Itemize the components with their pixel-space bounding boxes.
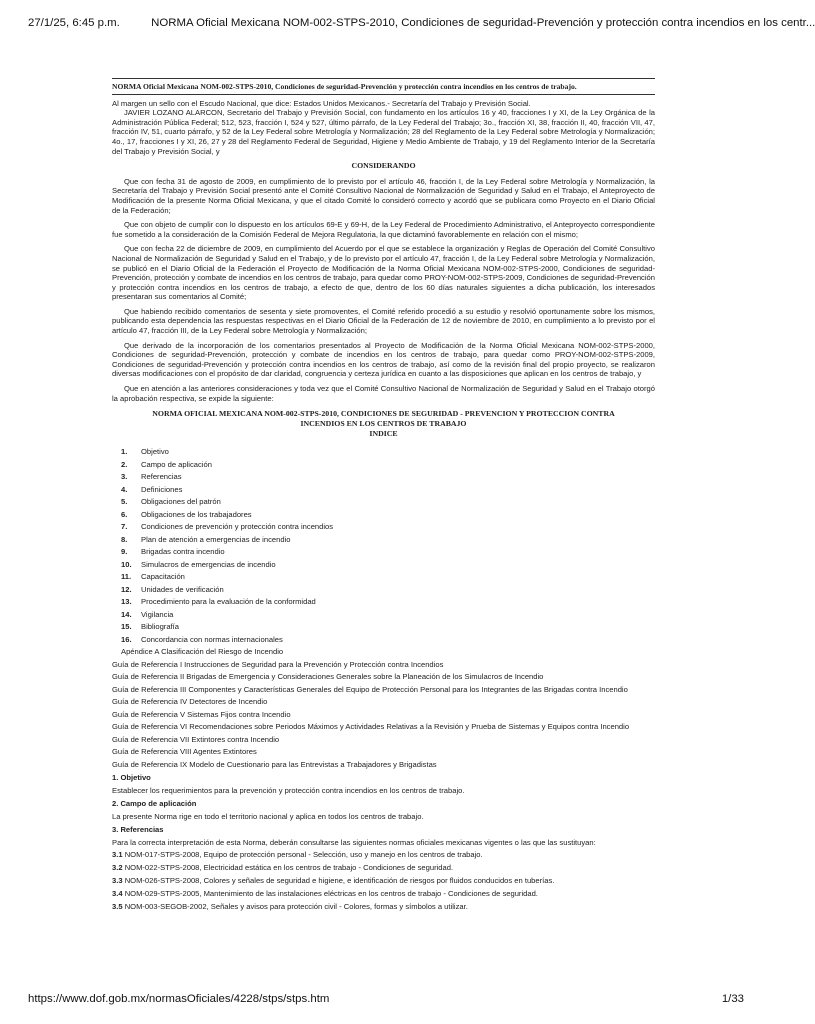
guide-entry: Guía de Referencia I Instrucciones de Seguridad para la Prevención y Protección contra Incendios <box>112 659 444 669</box>
reference-id: 3.4 <box>112 889 123 898</box>
toc-item <box>112 560 655 573</box>
toc-number: 9. <box>121 547 128 556</box>
guide-entry: Guía de Referencia VIII Agentes Extintores <box>112 747 257 756</box>
toc-label: Campo de aplicación <box>141 459 212 469</box>
toc-number: 12. <box>121 584 132 594</box>
toc-label: Bibliografía <box>141 622 179 631</box>
toc-item <box>112 447 655 460</box>
document-heading: NORMA Oficial Mexicana NOM-002-STPS-2010, Condiciones de seguridad-Prevención y protección contra incendios en los centros de trabajo. <box>112 78 655 95</box>
toc-item <box>112 460 655 473</box>
print-header <box>28 17 815 29</box>
preamble-paragraph: JAVIER LOZANO ALARCON, Secretario del Trabajo y Previsión Social, con fundamento en los artículos 16 y 40, fracciones I y XI, de la Ley Orgánica de la Administración Pública Federal; 512, 523, fracción I, 524 y 527, último párrafo, de la Ley Federal del Trabajo; 3o., fracción XI, 38, fracción II, 40, fracción VII, 47, fracción IV, 51, cuarto párrafo, y 52 de la Ley Federal sobre Metrología y Normalización; 28 del Reglamento de la Ley Federal sobre Metrología y Normalización; 4o., 17, fracciones I y XI, 26, 27 y 28 del Reglamento Federal de Seguridad, Higiene y Medio Ambiente de Trabajo, y 19 del Reglamento Interior de la Secretaría del Trabajo y Previsión Social, y <box>112 108 655 156</box>
toc-item <box>112 497 655 510</box>
toc-item <box>112 485 655 498</box>
print-datetime: 27/1/25, 6:45 p.m. <box>28 17 120 29</box>
guide-entry: Guía de Referencia VII Extintores contra Incendio <box>112 734 280 744</box>
toc-label: Simulacros de emergencias de incendio <box>141 559 276 569</box>
guide-entry: Guía de Referencia III Componentes y Características Generales del Equipo de Protección Personal para los Integrantes de las Brigadas contra Incendio <box>112 684 628 694</box>
toc-item <box>112 547 655 560</box>
reference-item <box>112 876 655 889</box>
toc-number: 4. <box>121 484 128 494</box>
reference-text: NOM-003-SEGOB-2002, Señales y avisos para protección civil - Colores, formas y símbolos a utilizar. <box>124 902 468 911</box>
toc-item <box>112 522 655 535</box>
toc-item <box>112 622 655 635</box>
toc-number: 3. <box>121 472 128 481</box>
reference-text: NOM-026-STPS-2008, Colores y señales de seguridad e higiene, e identificación de riesgos por fluidos conducidos en tuberías. <box>124 876 555 885</box>
toc-label: Obligaciones de los trabajadores <box>141 509 252 519</box>
print-footer <box>28 993 744 1005</box>
toc-label: Vigilancia <box>141 609 174 619</box>
norm-title: NORMA OFICIAL MEXICANA NOM-002-STPS-2010, CONDICIONES DE SEGURIDAD - PREVENCION Y PROTECCION CONTRA INCENDIOS EN LOS CENTROS DE TRABAJO <box>152 409 615 428</box>
toc-label: Capacitación <box>141 572 185 581</box>
toc-number: 2. <box>121 459 128 469</box>
print-url[interactable]: https://www.dof.gob.mx/normasOficiales/4228/stps/stps.htm <box>28 993 330 1005</box>
section-title-referencias: 3. Referencias <box>112 825 164 834</box>
guide-entry: Guía de Referencia VI Recomendaciones sobre Periodos Máximos y Actividades Relativas a la Revisión y Prueba de Sistemas y Equipos contra Incendio <box>112 722 630 731</box>
reference-id: 3.3 <box>112 876 123 885</box>
section-text-referencias: Para la correcta interpretación de esta Norma, deberán consultarse las siguientes normas oficiales mexicanas vigentes o las que las sustituyan: <box>112 837 596 847</box>
considerando-paragraph: Que con objeto de cumplir con lo dispuesto en los artículos 69-E y 69-H, de la Ley Federal de Procedimiento Administrativo, el Anteproyecto correspondiente fue sometido a la consideración de la Comisión Federal de Mejora Regulatoria, la que dictaminó favorablemente en relación con el mismo; <box>112 220 655 239</box>
section-text-campo: La presente Norma rige en todo el territorio nacional y aplica en todos los centros de trabajo. <box>112 811 424 821</box>
toc-label: Procedimiento para la evaluación de la conformidad <box>141 597 316 606</box>
toc-number: 10. <box>121 559 132 569</box>
toc-item <box>112 635 655 648</box>
toc-label: Concordancia con normas internacionales <box>141 634 283 644</box>
print-document-title: NORMA Oficial Mexicana NOM-002-STPS-2010, Condiciones de seguridad-Prevención y protección contra incendios en los centr... <box>151 17 815 29</box>
reference-item <box>112 863 655 876</box>
toc-item <box>112 535 655 548</box>
reference-item <box>112 850 655 863</box>
toc-label: Definiciones <box>141 484 183 494</box>
reference-text: NOM-017-STPS-2008, Equipo de protección personal - Selección, uso y manejo en los centros de trabajo. <box>124 850 483 859</box>
table-of-contents <box>112 447 655 772</box>
toc-item <box>112 597 655 610</box>
toc-label: Obligaciones del patrón <box>141 497 221 506</box>
considerando-paragraph: Que en atención a las anteriores consideraciones y toda vez que el Comité Consultivo Nacional de Normalización de Seguridad y Salud en el Trabajo otorgó la aprobación respectiva, se expide la siguiente: <box>112 384 655 403</box>
toc-number: 15. <box>121 622 132 631</box>
reference-item <box>112 889 655 902</box>
toc-item <box>112 472 655 485</box>
toc-number: 6. <box>121 509 128 519</box>
toc-label: Plan de atención a emergencias de incendio <box>141 534 291 544</box>
guide-entry: Guía de Referencia IV Detectores de Incendio <box>112 697 268 706</box>
page-number: 1/33 <box>721 993 744 1005</box>
guide-entry: Guía de Referencia IX Modelo de Cuestionario para las Entrevistas a Trabajadores y Brigadistas <box>112 759 437 769</box>
considerando-title: CONSIDERANDO <box>351 161 416 171</box>
indice-title: INDICE <box>369 429 398 439</box>
toc-item <box>112 585 655 598</box>
toc-label: Condiciones de prevención y protección contra incendios <box>141 522 334 531</box>
reference-id: 3.5 <box>112 902 123 911</box>
guide-entry: Guía de Referencia V Sistemas Fijos contra Incendio <box>112 709 291 719</box>
toc-number: 7. <box>121 522 128 531</box>
toc-label: Brigadas contra incendio <box>141 547 225 556</box>
considerando-paragraph: Que habiendo recibido comentarios de sesenta y siete promoventes, el Comité referido procedió a su estudio y resolvió oportunamente sobre los mismos, publicando esta dependencia las respuestas respectivas en el Diario Oficial de la Federación de 12 de noviembre de 2010, en cumplimiento a lo previsto por el artículo 47, fracción III, de la Ley Federal sobre Metrología y Normalización; <box>112 306 655 336</box>
toc-label: Referencias <box>141 472 182 481</box>
document-body <box>112 78 655 915</box>
reference-id: 3.2 <box>112 863 123 872</box>
toc-label: Unidades de verificación <box>141 584 224 594</box>
section-title-campo: 2. Campo de aplicación <box>112 799 197 808</box>
considerando-paragraph: Que con fecha 22 de diciembre de 2009, en cumplimiento del Acuerdo por el que se establece la organización y Reglas de Operación del Comité Consultivo Nacional de Normalización de Seguridad y Salud en el Trabajo, y de lo previsto por el artículo 47, fracción I, de la Ley Federal sobre Metrología y Normalización, se publicó en el Diario Oficial de la Federación el Proyecto de Modificación de la Norma Oficial Mexicana NOM-002-STPS-2000, Condiciones de seguridad-Prevención, protección y combate de incendios en los centros de trabajo, para quedar como PROY-NOM-002-STPS-2009, Condiciones de seguridad-Prevención y protección contra incendios en los centros de trabajo, a efecto de que, dentro de los 60 días naturales siguientes a dicha publicación, los interesados presentaran sus comentarios al Comité; <box>112 244 655 302</box>
toc-number: 16. <box>121 634 132 644</box>
toc-number: 14. <box>121 609 132 619</box>
reference-text: NOM-029-STPS-2005, Mantenimiento de las instalaciones eléctricas en los centros de trabajo - Condiciones de seguridad. <box>124 889 538 898</box>
toc-number: 8. <box>121 534 128 544</box>
toc-number: 5. <box>121 497 128 506</box>
toc-item <box>112 510 655 523</box>
reference-id: 3.1 <box>112 850 123 859</box>
reference-item <box>112 902 655 915</box>
toc-number: 13. <box>121 597 132 606</box>
toc-item <box>112 572 655 585</box>
section-text-objetivo: Establecer los requerimientos para la prevención y protección contra incendios en los centros de trabajo. <box>112 785 465 795</box>
intro-paragraph: Al margen un sello con el Escudo Nacional, que dice: Estados Unidos Mexicanos.- Secretaría del Trabajo y Previsión Social. <box>112 98 531 108</box>
guide-entry: Guía de Referencia II Brigadas de Emergencia y Consideraciones Generales sobre la Planeación de los Simulacros de Incendio <box>112 672 544 681</box>
toc-label: Objetivo <box>141 447 169 456</box>
reference-text: NOM-022-STPS-2008, Electricidad estática en los centros de trabajo - Condiciones de seguridad. <box>124 863 454 872</box>
considerando-paragraph: Que derivado de la incorporación de los comentarios presentados al Proyecto de Modificación de la Norma Oficial Mexicana NOM-002-STPS-2000, Condiciones de seguridad-Prevención, protección y combate de incendios en los centros de trabajo, para quedar como PROY-NOM-002-STPS-2009, Condiciones de seguridad-Prevención y protección contra incendios en los centros de trabajo, así como de la revisión final del propio proyecto, se realizaron diversas modificaciones con el propósito de dar claridad, congruencia y certeza jurídica en cuanto a las disposiciones que aplican en los centros de trabajo, y <box>112 340 655 379</box>
section-title-objetivo: 1. Objetivo <box>112 773 151 782</box>
considerando-paragraph: Que con fecha 31 de agosto de 2009, en cumplimiento de lo previsto por el artículo 46, fracción I, de la Ley Federal sobre Metrología y Normalización, la Secretaría del Trabajo y Previsión Social presentó ante el Comité Consultivo Nacional de Normalización de Seguridad y Salud en el Trabajo, el Anteproyecto de Modificación de la presente Norma Oficial Mexicana, y que el citado Comité lo consideró correcto y acordó que se publicara como Proyecto en el Diario Oficial de la Federación; <box>112 176 655 215</box>
appendix-entry: Apéndice A Clasificación del Riesgo de Incendio <box>121 647 284 656</box>
toc-number: 11. <box>121 572 132 581</box>
toc-number: 1. <box>121 447 128 456</box>
toc-item <box>112 610 655 623</box>
